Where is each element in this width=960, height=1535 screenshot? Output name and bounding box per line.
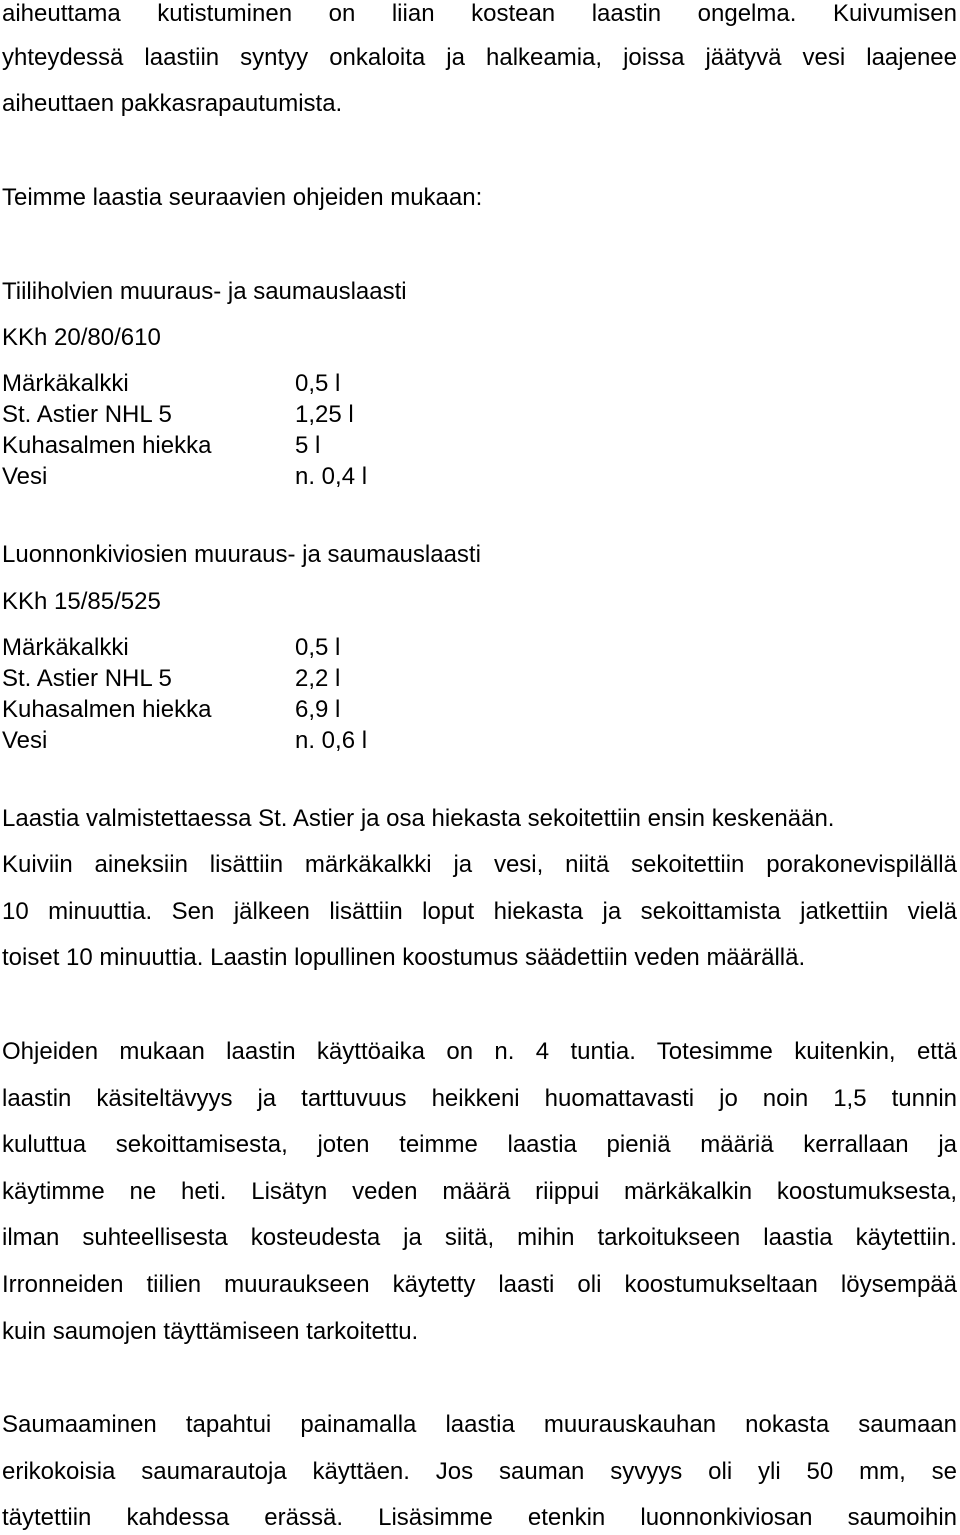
grouting-line-2: erikokoisia saumarautoja käyttäen. Jos sauman syvyys oli yli 50 mm, se xyxy=(2,1458,957,1485)
recipe2-title: Luonnonkiviosien muuraus- ja saumauslaasti xyxy=(2,541,481,568)
ingredient-amount: 0,5 l xyxy=(295,370,341,397)
mixing-line-4: toiset 10 minuuttia. Laastin lopullinen koostumus säädettiin veden määrällä. xyxy=(2,944,806,971)
mixing-line-1: Laastia valmistettaessa St. Astier ja osa hiekasta sekoitettiin ensin keskenään. xyxy=(2,805,835,832)
usage-line-2: laastin käsiteltävyys ja tarttuvuus heikkeni huomattavasti jo noin 1,5 tunnin xyxy=(2,1085,957,1112)
ingredient-amount: 1,25 l xyxy=(295,401,354,428)
usage-line-6: Irronneiden tiilien muuraukseen käytetty laasti oli koostumukseltaan löysempää xyxy=(2,1271,957,1298)
ingredient-name: St. Astier NHL 5 xyxy=(2,401,172,428)
ingredient-amount: 2,2 l xyxy=(295,665,341,692)
usage-line-1: Ohjeiden mukaan laastin käyttöaika on n. 4 tuntia. Totesimme kuitenkin, että xyxy=(2,1038,957,1065)
mixing-line-3: 10 minuuttia. Sen jälkeen lisättiin loput hiekasta ja sekoittamista jatkettiin vielä xyxy=(2,898,957,925)
ingredient-amount: 6,9 l xyxy=(295,696,341,723)
ingredient-amount: n. 0,4 l xyxy=(295,463,368,490)
recipe1-title: Tiiliholvien muuraus- ja saumauslaasti xyxy=(2,278,407,305)
ingredient-amount: n. 0,6 l xyxy=(295,727,368,754)
instructions-heading: Teimme laastia seuraavien ohjeiden mukaan: xyxy=(2,184,483,211)
intro-line-2: yhteydessä laastiin syntyy onkaloita ja halkeamia, joissa jäätyvä vesi laajenee xyxy=(2,44,957,71)
mixing-line-2: Kuiviin aineksiin lisättiin märkäkalkki ja vesi, niitä sekoitettiin porakonevispilällä xyxy=(2,851,957,878)
recipe1-code: KKh 20/80/610 xyxy=(2,324,161,351)
grouting-line-1: Saumaaminen tapahtui painamalla laastia muurauskauhan nokasta saumaan xyxy=(2,1411,957,1438)
usage-line-4: käytimme ne heti. Lisätyn veden määrä riippui märkäkalkin koostumuksesta, xyxy=(2,1178,957,1205)
intro-line-1: aiheuttama kutistuminen on liian kostean laastin ongelma. Kuivumisen xyxy=(2,0,957,27)
ingredient-name: Kuhasalmen hiekka xyxy=(2,696,212,723)
recipe2-code: KKh 15/85/525 xyxy=(2,588,161,615)
usage-line-5: ilman suhteellisesta kosteudesta ja siitä, mihin tarkoitukseen laastia käytettiin. xyxy=(2,1224,957,1251)
ingredient-name: Kuhasalmen hiekka xyxy=(2,432,212,459)
ingredient-name: Vesi xyxy=(2,727,48,754)
ingredient-amount: 0,5 l xyxy=(295,634,341,661)
ingredient-name: Vesi xyxy=(2,463,48,490)
ingredient-amount: 5 l xyxy=(295,432,321,459)
intro-line-3: aiheuttaen pakkasrapautumista. xyxy=(2,90,343,117)
grouting-line-3: täytettiin kahdessa erässä. Lisäsimme etenkin luonnonkiviosan saumoihin xyxy=(2,1504,957,1531)
ingredient-name: St. Astier NHL 5 xyxy=(2,665,172,692)
ingredient-name: Märkäkalkki xyxy=(2,370,129,397)
usage-line-7: kuin saumojen täyttämiseen tarkoitettu. xyxy=(2,1318,419,1345)
usage-line-3: kuluttua sekoittamisesta, joten teimme laastia pieniä määriä kerrallaan ja xyxy=(2,1131,957,1158)
ingredient-name: Märkäkalkki xyxy=(2,634,129,661)
